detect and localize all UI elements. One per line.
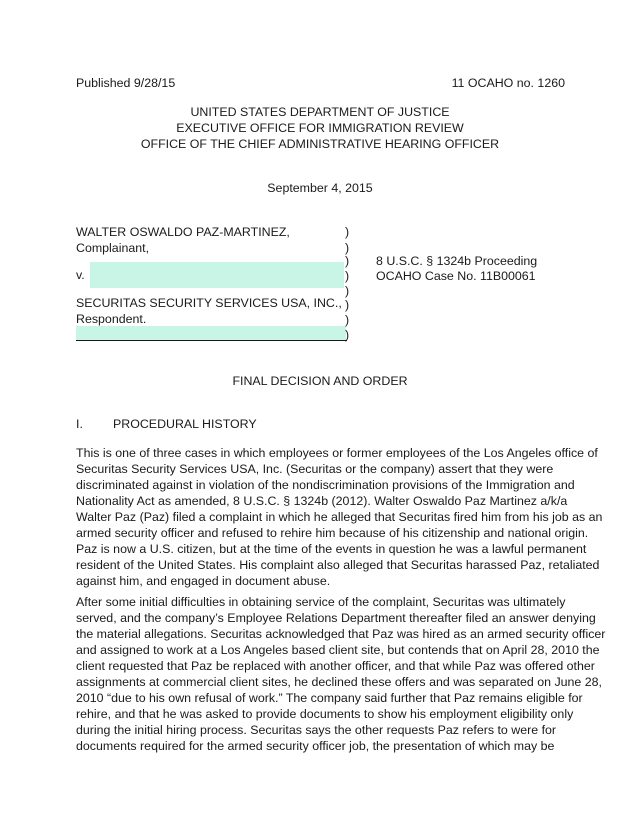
caption-paren: ) [345,225,350,239]
caption-highlight-1 [90,262,344,288]
section-heading: PROCEDURAL HISTORY [113,417,257,431]
respondent-name: SECURITAS SECURITY SERVICES USA, INC., [76,296,342,310]
caption-underline [76,340,347,341]
decision-date: September 4, 2015 [267,181,373,195]
agency-line-3: OFFICE OF THE CHIEF ADMINISTRATIVE HEARING OFFICER [140,137,500,151]
versus-label: v. [76,268,85,282]
paragraph-line: discriminated against in violation of the nondiscrimination provisions of the Immigration and [76,478,575,492]
paragraph-line: client requested that Paz be replaced with another officer, and that while Paz was offered other [76,659,595,673]
paragraph-line: Securitas Security Services USA, Inc. (Securitas or the company) assert that they were [76,462,554,476]
caption-paren: ) [345,254,350,268]
proceeding-label: 8 U.S.C. § 1324b Proceeding [376,254,538,268]
paragraph-line: documents required for the armed security officer job, the presentation of which may be [76,739,555,753]
caption-paren: ) [345,328,350,342]
paragraph-line: the material allegations. Securitas acknowledged that Paz was hired as an armed security officer [76,627,606,641]
agency-line-2: EXECUTIVE OFFICE FOR IMMIGRATION REVIEW [176,121,464,135]
citation: 11 OCAHO no. 1260 [451,76,565,90]
complainant-role: Complainant, [76,241,150,255]
paragraph-line: served, and the company’s Employee Relations Department thereafter filed an answer denying [76,611,596,625]
paragraph-line: Nationality Act as amended, 8 U.S.C. § 1324b (2012). Walter Oswaldo Paz Martinez a/k/a [76,494,568,508]
document-title: FINAL DECISION AND ORDER [232,374,408,388]
paragraph-line: against him, and engaged in document abuse. [76,574,331,588]
paragraph-line: armed security officer and refused to rehire him because of his citizenship and national origin. [76,526,589,540]
paragraph-1 [76,445,603,589]
caption-paren: ) [345,269,350,283]
paragraph-line: After some initial difficulties in obtaining service of the complaint, Securitas was ultimately [76,595,566,609]
paragraph-line: Walter Paz (Paz) filed a complaint in which he alleged that Securitas fired him from his job as an [76,510,603,524]
section-number: I. [76,417,83,431]
caption-paren: ) [345,298,350,312]
agency-line-1: UNITED STATES DEPARTMENT OF JUSTICE [190,105,450,119]
caption-paren: ) [345,284,350,298]
paragraph-line: assignments at commercial client sites, he declined these offers and was separated on June 28, [76,675,602,689]
caption-paren: ) [345,241,350,255]
caption-highlight-2 [76,326,346,340]
paragraph-line: Paz is now a U.S. citizen, but at the time of the events in question he was a lawful permanent [76,542,587,556]
published-date: Published 9/28/15 [76,76,176,90]
paragraph-line: resident of the United States. His complaint also alleged that Securitas harassed Paz, retaliated [76,558,600,572]
paragraph-line: rehire, and that he was asked to provide documents to show his employment eligibility only [76,707,574,721]
complainant-name: WALTER OSWALDO PAZ-MARTINEZ, [76,225,290,239]
paragraph-line: during the initial hiring process. Securitas says the other requests Paz refers to were for [76,723,557,737]
paragraph-line: 2010 “due to his own refusal of work.” The company said further that Paz remains eligible for [76,691,583,705]
caption-paren: ) [345,313,350,327]
paragraph-line: and assigned to work at a Los Angeles based client site, but contends that on April 28, 2010 the [76,643,600,657]
paragraph-line: This is one of three cases in which employees or former employees of the Los Angeles office of [76,446,598,460]
respondent-role: Respondent. [76,312,147,326]
case-number: OCAHO Case No. 11B00061 [376,269,536,283]
paragraph-2 [76,594,606,754]
